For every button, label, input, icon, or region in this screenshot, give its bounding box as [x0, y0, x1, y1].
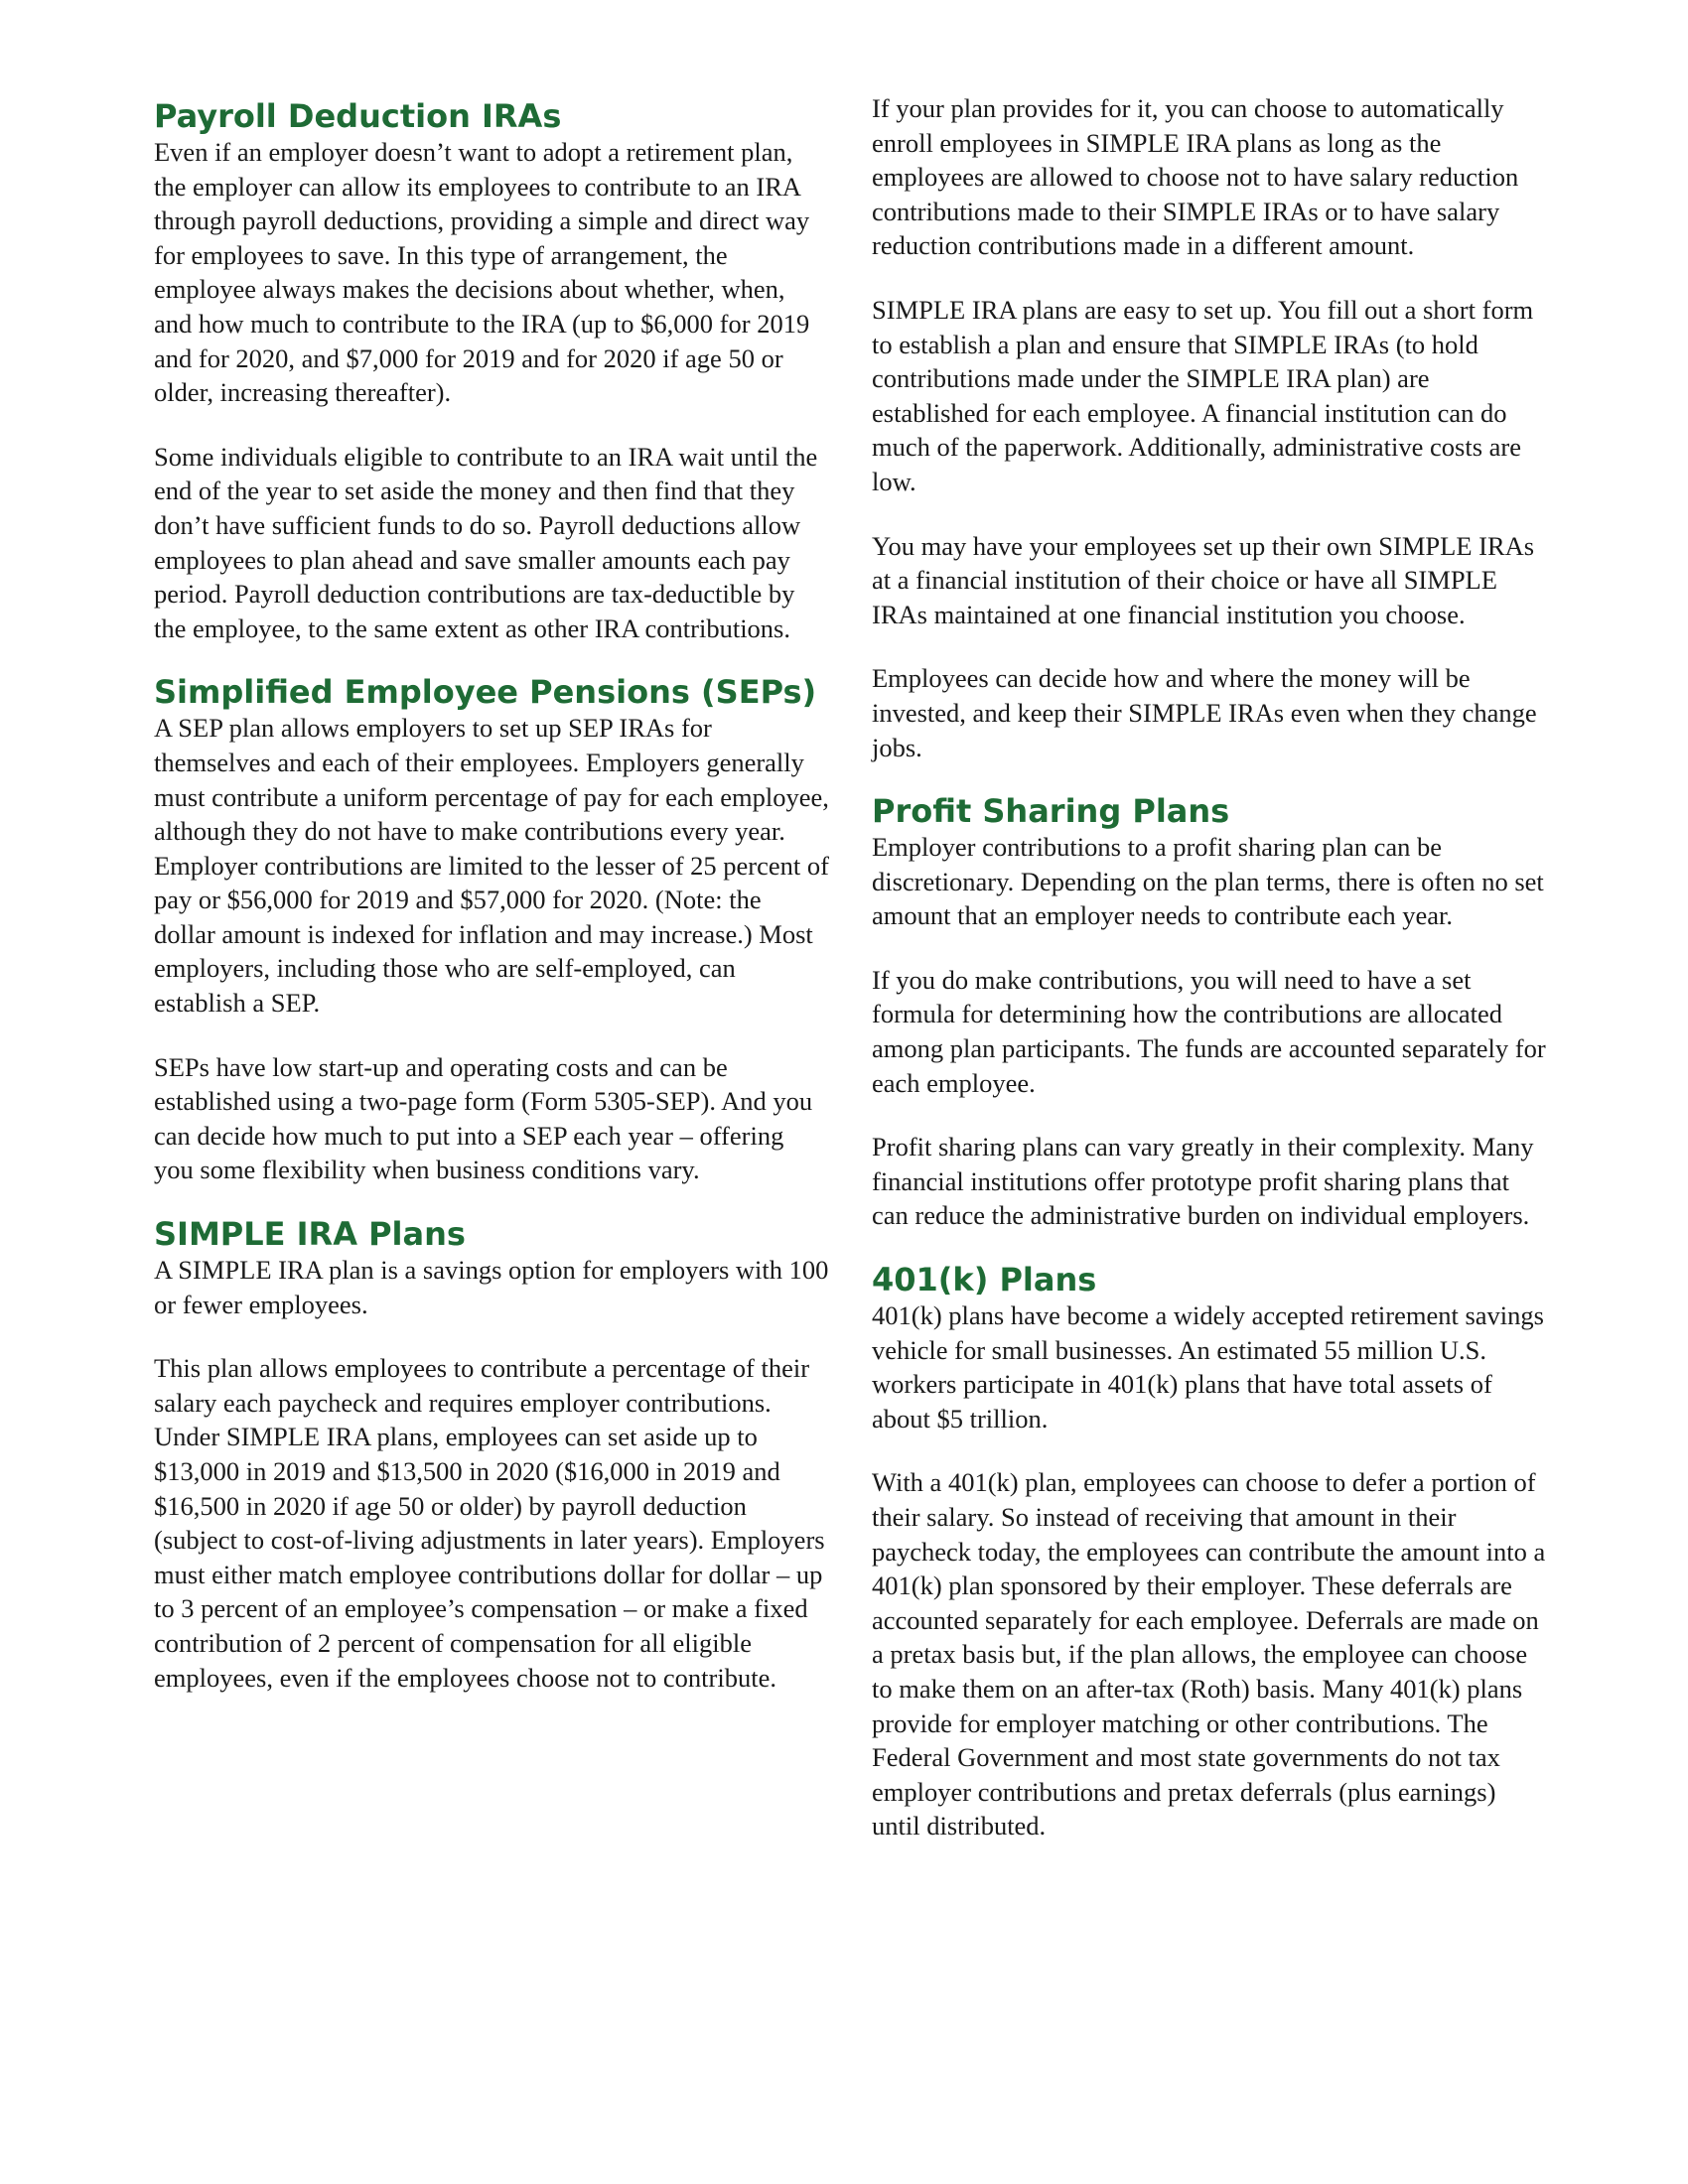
- section-heading: Profit Sharing Plans: [872, 792, 1230, 831]
- paragraph: Some individuals eligible to contribute to an IRA wait until the end of the year to set aside the money and then find that they don’t have sufficient funds to do so. Payroll deductions allow employees to plan ahead and save smaller amounts each pay period. Payroll deduction contributions are tax-deductible by the employee, to the same extent as other IRA contributions.: [154, 441, 818, 643]
- section-simple-ira-plans: [154, 1215, 829, 1695]
- paragraph: A SIMPLE IRA plan is a savings option for employers with 100 or fewer employees.: [154, 1255, 829, 1319]
- right-column: [872, 91, 1547, 1871]
- section-payroll-deduction-iras: [154, 97, 829, 645]
- paragraph: Employees can decide how and where the money will be invested, and keep their SIMPLE IRAs even when they change jobs.: [872, 663, 1537, 762]
- section-simplified-employee-pensions: [154, 673, 829, 1187]
- paragraph: With a 401(k) plan, employees can choose to defer a portion of their salary. So instead of receiving that amount in their paycheck today, the employees can contribute the amount into a 401(k) plan sponsored by their employer. These deferrals are accounted separately for each employee. Deferrals are made on a pretax basis but, if the plan allows, the employee can choose to make them on an after-tax (Roth) basis. Many 401(k) plans provide for employer matching or other contributions. The Federal Government and most state governments do not tax employer contributions and pretax deferrals (plus earnings) until distributed.: [872, 1467, 1546, 1842]
- paragraph: 401(k) plans have become a widely accepted retirement savings vehicle for small businesses. An estimated 55 million U.S. workers participate in 401(k) plans that have total assets of about $5 trillion.: [872, 1300, 1544, 1433]
- paragraph: Employer contributions to a profit sharing plan can be discretionary. Depending on the plan terms, there is often no set amount that an employer needs to contribute each year.: [872, 832, 1544, 931]
- section-simple-ira-continued: [872, 91, 1547, 764]
- section-heading: SIMPLE IRA Plans: [154, 1215, 466, 1254]
- paragraph: SIMPLE IRA plans are easy to set up. You fill out a short form to establish a plan and ensure that SIMPLE IRAs (to hold contributions made under the SIMPLE IRA plan) are established for each employee. A financial institution can do much of the paperwork. Additionally, administrative costs are low.: [872, 294, 1534, 496]
- section-heading: Simplified Employee Pensions (SEPs): [154, 673, 817, 712]
- section-profit-sharing-plans: [872, 792, 1547, 1233]
- paragraph: If your plan provides for it, you can choose to automatically enroll employees in SIMPLE IRA plans as long as the employees are allowed to choose not to have salary reduction contributions made to their SIMPLE IRAs or to have salary reduction contributions made in a different amount.: [872, 93, 1519, 261]
- paragraph: Even if an employer doesn’t want to adopt a retirement plan, the employer can allow its employees to contribute to an IRA through payroll deductions, providing a simple and direct way for employees to save. In this type of arrangement, the employee always makes the decisions about whether, when, and how much to contribute to the IRA (up to $6,000 for 2019 and for 2020, and $7,000 for 2019 and for 2020 if age 50 or older, increasing thereafter).: [154, 137, 810, 408]
- paragraph: If you do make contributions, you will need to have a set formula for determining how the contributions are allocated among plan participants. The funds are accounted separately for each employee.: [872, 964, 1546, 1098]
- paragraph: A SEP plan allows employers to set up SEP IRAs for themselves and each of their employees. Employers generally must contribute a uniform percentage of pay for each employee, although they do not have to make contributions every year. Employer contributions are limited to the lesser of 25 percent of pay or $56,000 for 2019 and $57,000 for 2020. (Note: the dollar amount is indexed for inflation and may increase.) Most employers, including those who are self-employed, can establish a SEP.: [154, 713, 829, 1019]
- section-401k-plans: [872, 1261, 1547, 1843]
- left-column: [154, 91, 829, 1722]
- paragraph: Profit sharing plans can vary greatly in their complexity. Many financial institutions offer prototype profit sharing plans that can reduce the administrative burden on individual employers.: [872, 1132, 1534, 1231]
- paragraph: SEPs have low start-up and operating costs and can be established using a two-page form (Form 5305-SEP). And you can decide how much to put into a SEP each year – offering you some flexibility when business conditions vary.: [154, 1051, 813, 1185]
- section-heading: 401(k) Plans: [872, 1261, 1097, 1299]
- paragraph: You may have your employees set up their own SIMPLE IRAs at a financial institution of their choice or have all SIMPLE IRAs maintained at one financial institution you choose.: [872, 530, 1535, 629]
- section-heading: Payroll Deduction IRAs: [154, 97, 562, 135]
- paragraph: This plan allows employees to contribute a percentage of their salary each paycheck and requires employer contributions. Under SIMPLE IRA plans, employees can set aside up to $13,000 in 2019 and $13,500 in 2020 ($16,000 in 2019 and $16,500 in 2020 if age 50 or older) by payroll deduction (subject to cost-of-living adjustments in later years). Employers must either match employee contributions dollar for dollar – up to 3 percent of an employee’s compensation – or make a fixed contribution of 2 percent of compensation for all eligible employees, even if the employees choose not to contribute.: [154, 1353, 825, 1693]
